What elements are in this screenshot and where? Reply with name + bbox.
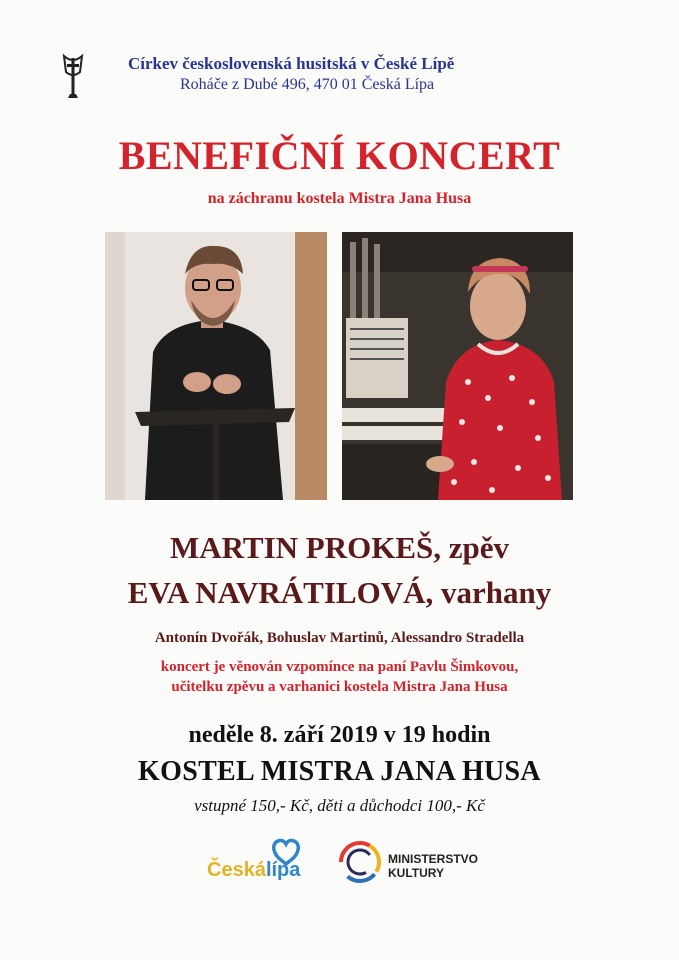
organist-photo <box>342 232 573 500</box>
ceska-lipa-logo-text <box>207 859 300 882</box>
singer-photo <box>105 232 327 500</box>
event-venue: KOSTEL MISTRA JANA HUSA <box>138 756 541 787</box>
performer-organist: EVA NAVRÁTILOVÁ, varhany <box>127 575 552 610</box>
ministerstvo-kultury-logo-text <box>388 852 478 880</box>
concert-title: BENEFIČNÍ KONCERT <box>118 133 561 178</box>
dedication-line-1: koncert je věnován vzpomínce na paní Pavlu Šimkovou, <box>160 659 519 675</box>
dedication-line-2: učitelku zpěvu a varhanici kostela Mistra Jana Husa <box>171 679 508 695</box>
ceska-lipa-word-2: lípa <box>265 859 301 881</box>
ticket-price: vstupné 150,- Kč, děti a důchodci 100,- Kč <box>194 796 485 815</box>
organization-address: Roháče z Dubé 496, 470 01 Česká Lípa <box>180 76 435 93</box>
ceska-lipa-word-1: Česká <box>207 859 266 881</box>
ministry-line-2: KULTURY <box>388 866 444 880</box>
performer-singer: MARTIN PROKEŠ, zpěv <box>169 530 510 565</box>
ministry-circle-icon <box>338 840 382 884</box>
chalice-cross-icon <box>60 50 86 102</box>
ministry-line-1: MINISTERSTVO <box>388 852 479 866</box>
organization-name: Církev československá husitská v České Lípě <box>128 54 455 73</box>
composers-list: Antonín Dvořák, Bohuslav Martinů, Alessandro Stradella <box>154 630 525 646</box>
event-date: neděle 8. září 2019 v 19 hodin <box>188 722 491 748</box>
concert-subtitle: na záchranu kostela Mistra Jana Husa <box>207 190 472 207</box>
